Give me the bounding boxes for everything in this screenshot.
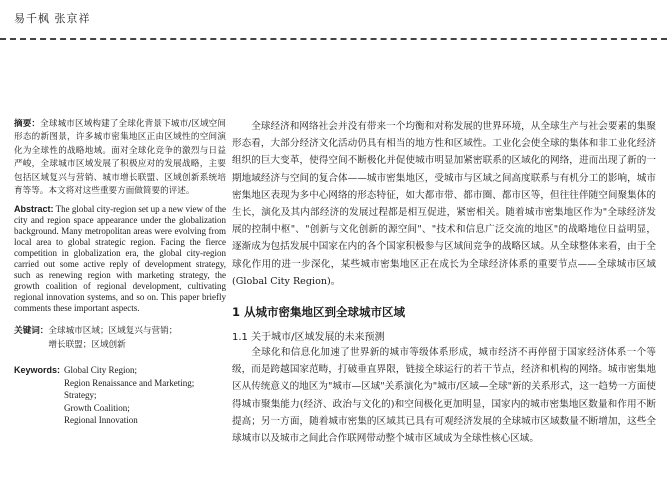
keyword-en-line: Regional Innovation bbox=[64, 415, 138, 426]
keyword-en-line: Global City Region; bbox=[64, 365, 138, 376]
abstract-en-label: Abstract: bbox=[14, 204, 54, 215]
keywords-cn bbox=[14, 324, 226, 352]
abstract-en-text: The global city-region set up a new view of the city and region space appearance under the globalization background. Many metropolitan areas were evolving from local area to global strategic region. Facing the fierce competition in globalization era, the global city-region carried out some active reply of development strategy, such as renewing region with marketing strategy, the growth coalition of regional development, cultivating regional innovation systems, and so on. This paper briefly comments these important aspects. bbox=[14, 204, 226, 314]
running-header: 易千枫 张京祥 bbox=[14, 12, 91, 25]
section-1-1-heading: 1.1 关于城市/区域发展的未来预测 bbox=[232, 332, 385, 344]
section-1-heading: 1 从城市密集地区到全球城市区域 bbox=[232, 305, 406, 320]
keyword-en-line: Strategy; bbox=[64, 390, 97, 401]
abstract-en bbox=[14, 204, 226, 314]
abstract-cn-label: 摘要： bbox=[14, 119, 41, 129]
keyword-en-line: Growth Coalition; bbox=[64, 402, 130, 413]
section-1-1-paragraph: 全球化和信息化加速了世界新的城市等级体系形成，城市经济不再停留于国家经济体系一个等级，而是跨越国家范畴，打破垂直界限，链接全球运行的若干节点，经济和机构的网络。城市密集地区从传统意义的地区为"城市—区域"关系演化为"城市/区域—全球"新的关系形式，这一趋势一方面使得城市聚集能力(经济、政治与文化的)和空间极化更加明显，国家内的城市密集地区数量和作用不断提高；另一方面，随着城市密集的区域其已具有可观经济发展的全球城市区域数量不断增加，这些全球城市以及城市之间此合作联网带动整个城市区域成为全球性核心区域。 bbox=[232, 347, 656, 445]
body-column bbox=[232, 118, 656, 447]
keyword-cn-line: 增长联盟；区域创新 bbox=[48, 340, 126, 351]
header-rule bbox=[0, 38, 667, 40]
abstract-cn bbox=[14, 118, 226, 198]
keyword-cn-line: 全球城市区域；区域复兴与营销； bbox=[48, 326, 178, 337]
keyword-en-line: Region Renaissance and Marketing; bbox=[64, 377, 195, 388]
abstract-cn-text: 全球城市区域构建了全球化背景下城市/区域空间形态的新图景，许多城市密集地区正由区域性的空间演化为全球性的战略地域。面对全球化竞争的激烈与日益严峻，全球城市区域发展了积极应对的发展战略，主要包括区域复兴与营销、城市增长联盟、区域创新系统培育等等。本文将对这些重要方面做简要的评述。 bbox=[14, 119, 226, 197]
abstract-column bbox=[14, 118, 226, 427]
intro-paragraph: 全球经济和网络社会并没有带来一个均衡和对称发展的世界环境，从全球生产与社会要素的集聚形态看，大部分经济文化活动仍具有相当的地方性和区域性。工业化会使全球的集体和非工业化经济组织的巨大变革，使得空间不断极化并促使城市明显加紧密联系的区域化的网络，进而出现了新的一期地域经济与空间的复合体——城市密集地区，受城市与区域之间高度联系与有机分工的影响，城市密集地区表现为多中心网络的形态特征，如大都市带、都市圈、都市区等，但往往伴随空间聚集体的生长，演化及其内部经济的发展过程都是相互促进，紧密相关。随着城市密集地区作为"全球经济发展的控制中枢"、"创新与文化创新的源空间"、"技术和信息广泛交流的地区"的战略地位日益明显，逐渐成为包括发展中国家在内的各个国家积极参与区域间竞争的战略区域。从全球整体来看，由于全球化作用的进一步深化，某些城市密集地区正在成长为全球经济体系的重要节点——全球城市区域(Global City Region)。 bbox=[232, 121, 656, 287]
keywords-en-label: Keywords: bbox=[14, 365, 61, 376]
keywords-en bbox=[14, 364, 226, 427]
keywords-cn-label: 关键词： bbox=[14, 326, 49, 337]
